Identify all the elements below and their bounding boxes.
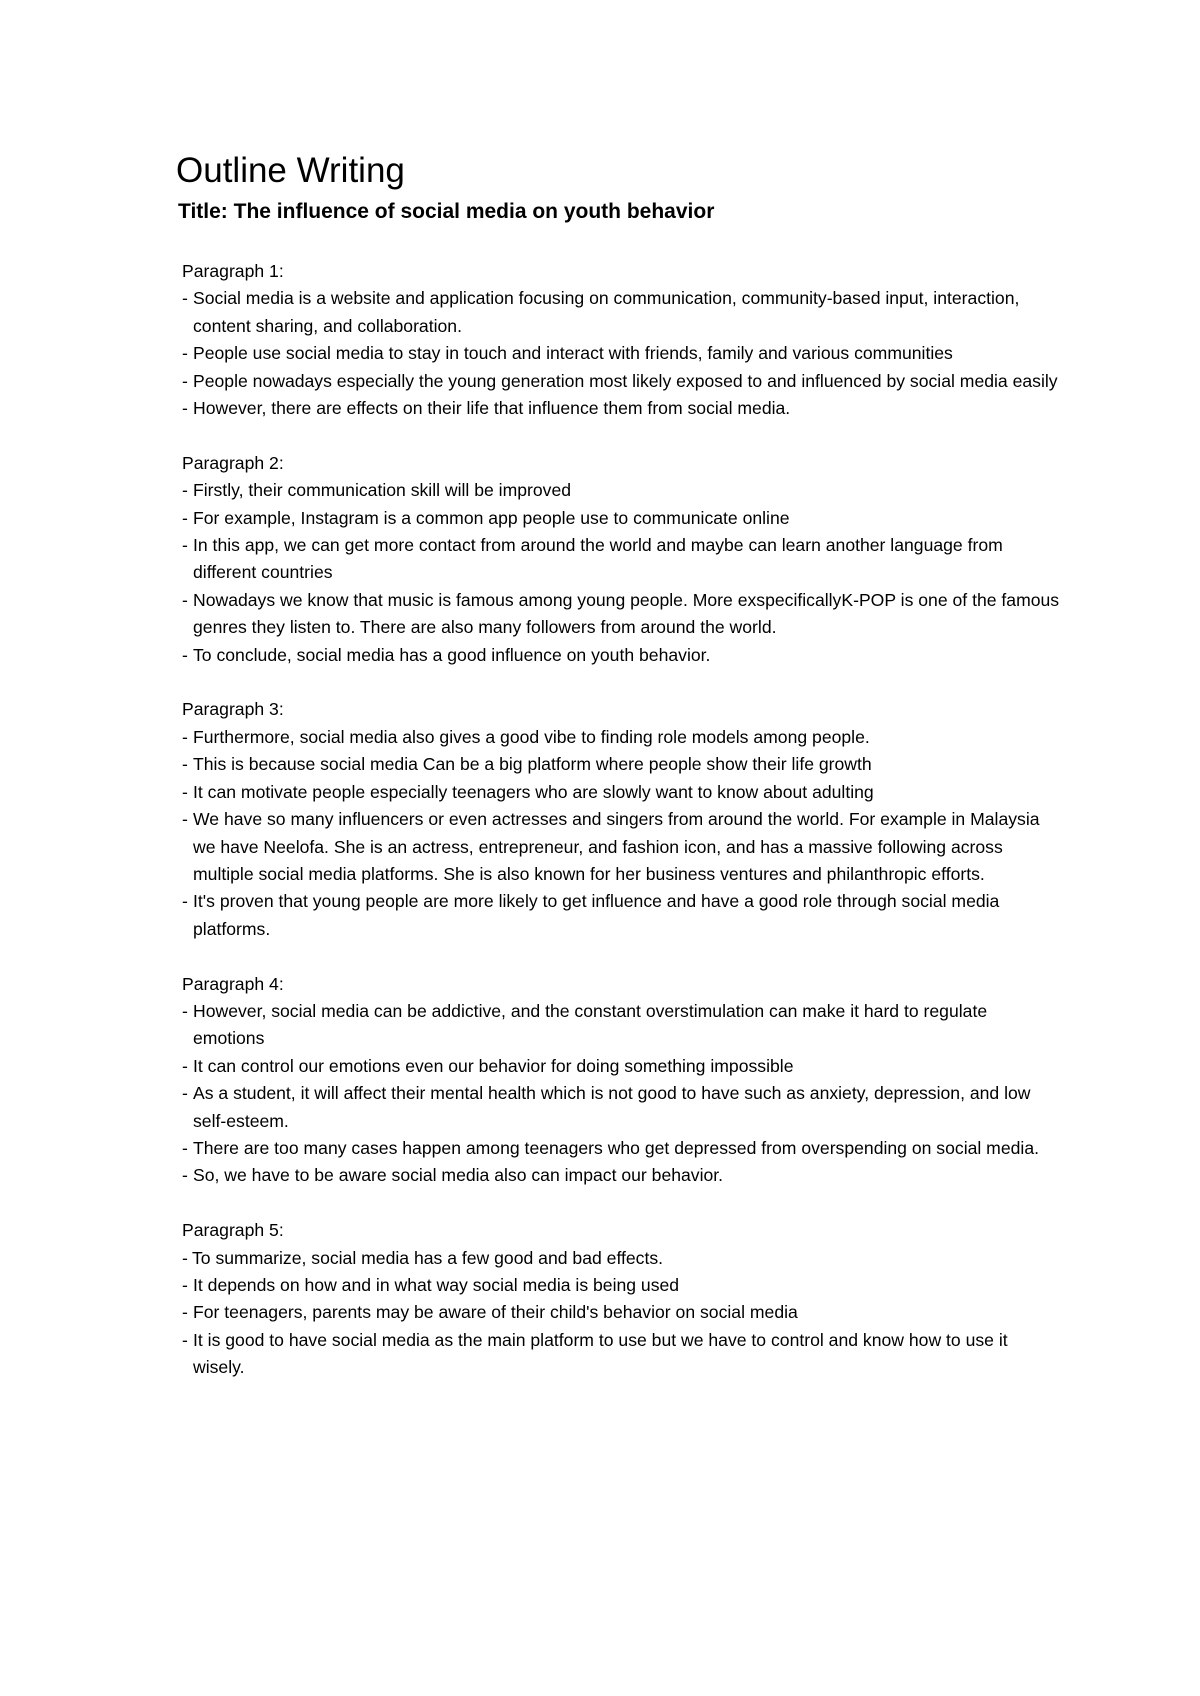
bullet-list	[182, 1245, 1062, 1382]
list-item	[182, 1162, 1062, 1189]
list-item-text: It depends on how and in what way social media is being used	[193, 1274, 680, 1295]
list-item	[182, 1299, 1062, 1326]
list-item	[182, 751, 1062, 778]
list-item-text: As a student, it will affect their mental health which is not good to have such as anxiety, depression, and low self-esteem.	[193, 1083, 1031, 1131]
list-item-text: For example, Instagram is a common app people use to communicate online	[193, 507, 790, 528]
list-item-text: It can control our emotions even our behavior for doing something impossible	[193, 1055, 794, 1076]
list-item	[182, 1272, 1062, 1299]
dash-marker: -	[182, 1302, 188, 1323]
list-item-text: However, there are effects on their life that influence them from social media.	[193, 398, 791, 419]
list-item	[182, 1053, 1062, 1080]
list-item-text: It's proven that young people are more likely to get influence and have a good role through social media platforms.	[193, 891, 1000, 939]
list-item-text: It is good to have social media as the main platform to use but we have to control and know how to use it wisely.	[193, 1329, 1008, 1378]
list-item-text: There are too many cases happen among teenagers who get depressed from overspending on social media.	[193, 1137, 1039, 1158]
list-item	[182, 779, 1062, 806]
list-item-text: To conclude, social media has a good influence on youth behavior.	[193, 644, 711, 665]
paragraph-2	[182, 450, 1062, 669]
list-item	[182, 395, 1062, 422]
list-item	[182, 724, 1062, 751]
bullet-list	[182, 477, 1062, 669]
document-title: Outline Writing	[176, 151, 405, 190]
list-item	[182, 1135, 1062, 1162]
list-item-text: We have so many influencers or even actresses and singers from around the world. For example in Malaysia we have Neelofa. She is an actress, entrepreneur, and fashion icon, and has a massive following across multiple social media platforms. She is also known for her business ventures and philanthropic efforts.	[193, 809, 1040, 884]
dash-marker: -	[182, 589, 188, 610]
dash-marker: -	[182, 535, 188, 556]
document-subtitle: Title: The influence of social media on youth behavior	[178, 200, 715, 223]
dash-marker: -	[182, 1083, 188, 1104]
outline-body	[182, 258, 1062, 1409]
paragraph-heading: Paragraph 5:	[182, 1220, 284, 1241]
list-item	[182, 587, 1062, 642]
dash-marker: -	[182, 644, 188, 665]
list-item	[182, 285, 1062, 340]
paragraph-heading: Paragraph 2:	[182, 452, 284, 473]
dash-marker: -	[182, 809, 188, 830]
bullet-list	[182, 285, 1062, 422]
list-item-text: Furthermore, social media also gives a good vibe to finding role models among people.	[193, 726, 870, 747]
list-item-text: It can motivate people especially teenagers who are slowly want to know about adulting	[193, 781, 874, 802]
paragraph-heading: Paragraph 1:	[182, 261, 284, 281]
dash-marker: -	[182, 1165, 188, 1186]
list-item	[182, 477, 1062, 504]
list-item	[182, 998, 1062, 1053]
bullet-list	[182, 724, 1062, 943]
dash-marker: -	[182, 726, 188, 747]
list-item	[182, 532, 1062, 587]
list-item-text: People nowadays especially the young generation most likely exposed to and influenced by social media easily	[193, 370, 1058, 391]
list-item-text: In this app, we can get more contact from around the world and maybe can learn another language from different countries	[193, 535, 1003, 583]
list-item	[182, 1080, 1062, 1135]
list-item-text: Firstly, their communication skill will be improved	[193, 480, 572, 501]
dash-marker: -	[182, 1055, 188, 1076]
list-item	[182, 888, 1062, 943]
list-item-text: To summarize, social media has a few good and bad effects.	[192, 1247, 664, 1268]
list-item	[182, 368, 1062, 395]
list-item-text: Social media is a website and application focusing on communication, community-based input, interaction, content sharing, and collaboration.	[193, 288, 1020, 336]
dash-marker: -	[182, 288, 188, 309]
dash-marker: -	[182, 781, 188, 802]
dash-marker: -	[182, 1247, 188, 1268]
list-item	[182, 642, 1062, 669]
list-item	[182, 1245, 1062, 1272]
list-item-text: For teenagers, parents may be aware of their child's behavior on social media	[193, 1302, 798, 1323]
dash-marker: -	[182, 370, 188, 391]
dash-marker: -	[182, 507, 188, 528]
list-item-text: So, we have to be aware social media also can impact our behavior.	[193, 1165, 724, 1186]
list-item	[182, 806, 1062, 888]
list-item-text: This is because social media Can be a big platform where people show their life growth	[193, 754, 872, 775]
paragraph-5	[182, 1217, 1062, 1381]
paragraph-1	[182, 258, 1062, 422]
dash-marker: -	[182, 1329, 188, 1350]
dash-marker: -	[182, 398, 188, 419]
dash-marker: -	[182, 1137, 188, 1158]
list-item-text: Nowadays we know that music is famous among young people. More exspecificallyK-POP is one of the famous genres they listen to. There are also many followers from around the world.	[193, 589, 1060, 638]
dash-marker: -	[182, 343, 188, 364]
paragraph-4	[182, 971, 1062, 1190]
dash-marker: -	[182, 480, 188, 501]
bullet-list	[182, 998, 1062, 1190]
paragraph-heading: Paragraph 3:	[182, 699, 284, 720]
list-item-text: People use social media to stay in touch and interact with friends, family and various communities	[193, 343, 953, 364]
dash-marker: -	[182, 891, 188, 912]
dash-marker: -	[182, 1274, 188, 1295]
list-item-text: However, social media can be addictive, and the constant overstimulation can make it hard to regulate emotions	[193, 1000, 988, 1049]
list-item	[182, 505, 1062, 532]
dash-marker: -	[182, 754, 188, 775]
list-item	[182, 340, 1062, 367]
dash-marker: -	[182, 1000, 188, 1021]
paragraph-3	[182, 696, 1062, 943]
list-item	[182, 1327, 1062, 1382]
paragraph-heading: Paragraph 4:	[182, 973, 284, 994]
